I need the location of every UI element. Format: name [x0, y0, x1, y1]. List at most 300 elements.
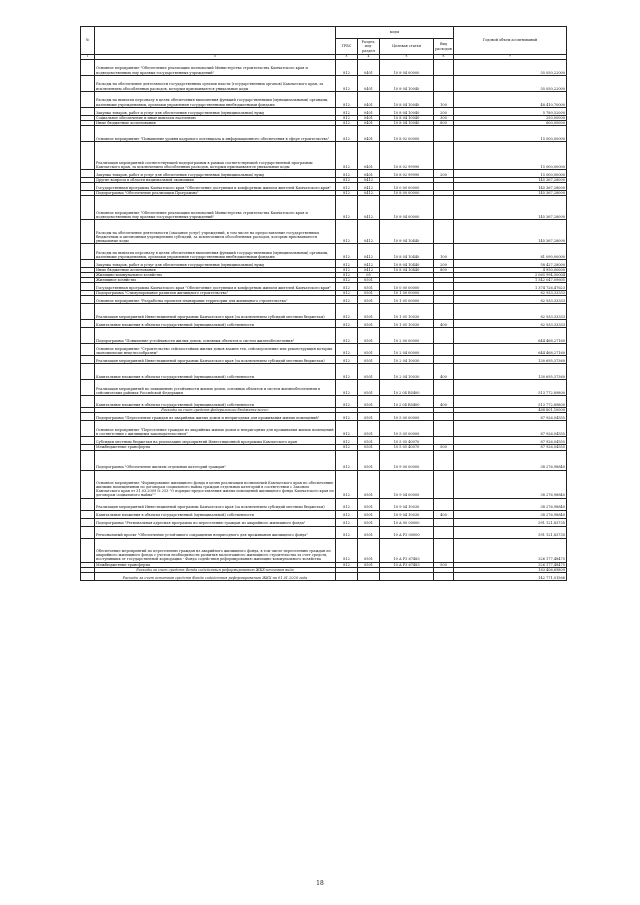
row-number-cell: [81, 518, 95, 526]
row-grbs-cell: 812: [336, 291, 358, 296]
row-razdel-cell: 0401: [358, 125, 380, 141]
row-csr-cell: 10 8 04 10040: [380, 107, 434, 115]
row-grbs-cell: 812: [336, 273, 358, 278]
row-grbs-cell: 812: [336, 356, 358, 364]
row-grbs-cell: 812: [336, 380, 358, 396]
row-razdel-cell: 0501: [358, 526, 380, 538]
row-vr-cell: [434, 59, 454, 75]
row-amount-cell: 55 050,22000: [454, 75, 567, 91]
row-name-cell: Капитальные вложения в объекты государственной (муниципальной) собственности: [95, 396, 336, 408]
row-name-cell: Закупка товаров, работ и услуг для обеспечения государственных (муниципальных) нужд: [95, 259, 336, 267]
table-row: [81, 450, 567, 470]
row-vr-cell: 400: [434, 510, 454, 518]
row-number-cell: [81, 91, 95, 107]
row-number-cell: [81, 396, 95, 408]
row-vr-cell: 200: [434, 107, 454, 115]
table-row: [81, 243, 567, 259]
row-grbs-cell: 812: [336, 115, 358, 120]
row-vr-cell: 400: [434, 320, 454, 328]
header-amount: Годовой объем ассигнований: [454, 27, 567, 55]
row-grbs-cell: 812: [336, 59, 358, 75]
row-name-cell: Расходы на обеспечение деятельности государственных органов власти (государственных органов) Камчатского края, за исключением обособленных расходов, которым присваиваются уникальные коды: [95, 75, 336, 91]
row-name-cell: Субсидии местным бюджетам на реализацию мероприятий Инвестиционной программы Камчатского края: [95, 437, 336, 445]
row-number-cell: [81, 380, 95, 396]
row-razdel-cell: 05: [358, 273, 380, 278]
row-number-cell: [81, 169, 95, 177]
row-number-cell: [81, 470, 95, 498]
table-row: [81, 413, 567, 421]
row-razdel-cell: 0501: [358, 518, 380, 526]
row-name-cell: Другие вопросы в области национальной экономики: [95, 177, 336, 182]
row-amount-cell: 81 090,00000: [454, 243, 567, 259]
row-number-cell: [81, 450, 95, 470]
row-grbs-cell: 812: [336, 445, 358, 450]
row-razdel-cell: 0501: [358, 445, 380, 450]
row-grbs-cell: 812: [336, 107, 358, 115]
table-row: [81, 169, 567, 177]
row-amount-cell: 82 933,33333: [454, 291, 567, 296]
row-vr-cell: 400: [434, 396, 454, 408]
row-vr-cell: [434, 450, 454, 470]
row-grbs-cell: 812: [336, 437, 358, 445]
row-razdel-cell: 0501: [358, 296, 380, 304]
row-vr-cell: 100: [434, 91, 454, 107]
row-razdel-cell: 0412: [358, 259, 380, 267]
row-name-cell: Капитальные вложения в объекты государственной (муниципальной) собственности: [95, 510, 336, 518]
col-num: 4: [358, 55, 380, 60]
table-row: [81, 470, 567, 498]
row-name-cell: Закупка товаров, работ и услуг для обеспечения государственных (муниципальных) нужд: [95, 169, 336, 177]
row-name-cell: Региональный проект "Обеспечение устойчивого сокращения непригодного для проживания жилищного фонда": [95, 526, 336, 538]
row-name-cell: Иные бюджетные ассигнования: [95, 267, 336, 272]
row-name-cell: Подпрограмма "Переселение граждан из аварийных жилых домов и непригодных для проживания жилых помещений": [95, 413, 336, 421]
col-num: 1: [81, 55, 95, 60]
table-row: [81, 526, 567, 538]
row-amount-cell: 82 933,33333: [454, 304, 567, 320]
row-number-cell: [81, 243, 95, 259]
row-grbs-cell: 812: [336, 195, 358, 219]
row-vr-cell: 400: [434, 364, 454, 380]
row-csr-cell: 10 8 04 00000: [380, 195, 434, 219]
row-amount-cell: 38 276,98840: [454, 498, 567, 510]
table-row: [81, 572, 567, 580]
row-grbs-cell: [336, 572, 358, 580]
row-razdel-cell: 0501: [358, 283, 380, 291]
row-number-cell: [81, 219, 95, 243]
row-razdel-cell: 0412: [358, 267, 380, 272]
row-vr-cell: [434, 195, 454, 219]
row-amount-cell: 591 121,83735: [454, 526, 567, 538]
row-csr-cell: 10 А F3 67483: [380, 538, 434, 562]
row-razdel-cell: 0501: [358, 291, 380, 296]
table-header-row-1: [81, 27, 567, 39]
row-razdel-cell: 0501: [358, 356, 380, 364]
row-amount-cell: 87 926,04555: [454, 421, 567, 437]
page-number: 18: [316, 880, 324, 887]
row-grbs-cell: 812: [336, 450, 358, 470]
table-row: [81, 107, 567, 115]
row-amount-cell: 488 801,10000: [454, 408, 567, 413]
row-amount-cell: 183 406,69809: [454, 567, 567, 572]
row-vr-cell: 500: [434, 445, 454, 450]
row-amount-cell: 5 789,52000: [454, 107, 567, 115]
table-row: [81, 396, 567, 408]
row-name-cell: Подпрограмма "Повышение устойчивости жилых домов, основных объектов и систем жизнеобеспечения": [95, 328, 336, 344]
row-razdel-cell: 0401: [358, 91, 380, 107]
row-razdel-cell: 0501: [358, 538, 380, 562]
row-csr-cell: 10 А 00 00000: [380, 518, 434, 526]
row-amount-cell: 145 367,28000: [454, 190, 567, 195]
row-name-cell: Основное мероприятие "Обеспечение реализации полномочий Министерства строительства Камчатского края и подведомственных ему краевых государственных учреждений": [95, 195, 336, 219]
row-vr-cell: [434, 526, 454, 538]
row-csr-cell: 10 8 04 10040: [380, 115, 434, 120]
row-amount-cell: 142 771,01566: [454, 572, 567, 580]
row-amount-cell: 513 772,89800: [454, 380, 567, 396]
row-amount-cell: 513 772,89800: [454, 396, 567, 408]
row-vr-cell: [434, 75, 454, 91]
row-vr-cell: [434, 328, 454, 344]
row-number-cell: [81, 296, 95, 304]
row-name-cell: Обеспечение мероприятий по переселению граждан из аварийного жилищного фонда, в том числе переселению граждан из аварийного жилищного фонда с учетом необходимости развития малоэтажного жилищного строительства за счет средств, поступивших от государственной корпорации - Фонда содействия реформированию жилищно-коммунального хозяйства: [95, 538, 336, 562]
row-number-cell: [81, 195, 95, 219]
row-csr-cell: 10 5 00 00000: [380, 413, 434, 421]
row-amount-cell: 38 276,98840: [454, 510, 567, 518]
row-name-cell: Расходы на выплаты персоналу в целях обеспечения выполнения функций государственными (муниципальными) органами, казенными учреждениями, органами управления государственными внебюджетными фондами: [95, 243, 336, 259]
row-name-cell: Межбюджетные трансферты: [95, 445, 336, 450]
row-razdel-cell: 0501: [358, 437, 380, 445]
header-csr: Целевая статья: [380, 39, 434, 55]
row-name-cell: Основное мероприятие "Формирование жилищного фонда в целях реализации полномочий Камчатского края по обеспечению жилыми помещениями по договорам социального найма граждан отдельных категорий в соответствии с Законом Камчатского края от 31.03.2009 № 253 "О порядке предоставления жилых помещений жилищного фонда Камчатского края по договорам социального найма"": [95, 470, 336, 498]
row-name-cell: Закупка товаров, работ и услуг для обеспечения государственных (муниципальных) нужд: [95, 107, 336, 115]
row-amount-cell: 326 177,48475: [454, 562, 567, 567]
row-vr-cell: [434, 356, 454, 364]
row-razdel-cell: 0501: [358, 421, 380, 437]
row-csr-cell: 10 8 04 10440: [380, 267, 434, 272]
row-grbs-cell: 812: [336, 470, 358, 498]
row-vr-cell: [434, 283, 454, 291]
row-name-cell: Подпрограмма "Региональная адресная программа по переселению граждан из аварийного жилищного фонда": [95, 518, 336, 526]
row-vr-cell: [434, 470, 454, 498]
row-amount-cell: 130 695,37360: [454, 364, 567, 380]
row-csr-cell: 10 0 00 00000: [380, 283, 434, 291]
row-razdel-cell: 0412: [358, 219, 380, 243]
row-number-cell: [81, 364, 95, 380]
table-row: [81, 518, 567, 526]
row-vr-cell: [434, 344, 454, 356]
row-amount-cell: 600,00000: [454, 120, 567, 125]
row-number-cell: [81, 572, 95, 580]
row-grbs-cell: 812: [336, 278, 358, 283]
row-grbs-cell: 812: [336, 267, 358, 272]
table-row: [81, 510, 567, 518]
row-csr-cell: 10 9 00 00000: [380, 450, 434, 470]
row-vr-cell: [434, 296, 454, 304]
row-amount-cell: 82 933,33333: [454, 320, 567, 328]
row-grbs-cell: 812: [336, 562, 358, 567]
table-row: [81, 344, 567, 356]
row-amount-cell: 591 121,83735: [454, 518, 567, 526]
header-number: №: [81, 27, 95, 55]
table-row: [81, 296, 567, 304]
row-name-cell: Реализация мероприятий Инвестиционной программы Камчатского края (за исключением субсидий местным бюджетам): [95, 356, 336, 364]
row-csr-cell: 10 8 04 10040: [380, 91, 434, 107]
row-name-cell: Основное мероприятие "Повышение уровня кадрового потенциала и информационного обеспечения в сфере строительства": [95, 125, 336, 141]
row-csr-cell: 10 2 04 R5400: [380, 396, 434, 408]
row-grbs-cell: 812: [336, 190, 358, 195]
row-number-cell: [81, 141, 95, 169]
col-num: 6: [434, 55, 454, 60]
row-grbs-cell: 812: [336, 396, 358, 408]
row-number-cell: [81, 538, 95, 562]
row-amount-cell: 87 926,04555: [454, 413, 567, 421]
row-vr-cell: [434, 572, 454, 580]
row-csr-cell: 10 9 04 00000: [380, 470, 434, 498]
row-amount-cell: 55 050,22000: [454, 59, 567, 75]
row-grbs-cell: 812: [336, 296, 358, 304]
row-razdel-cell: 0401: [358, 120, 380, 125]
row-csr-cell: 10 8 04 10440: [380, 219, 434, 243]
budget-allocation-table: [80, 26, 567, 581]
row-number-cell: [81, 526, 95, 538]
row-csr-cell: 10 2 04 R5400: [380, 380, 434, 396]
row-name-cell: Основное мероприятие "Переселение граждан из аварийных жилых домов и непригодных для проживания жилых помещений в соответствии с жилищным законодательством": [95, 421, 336, 437]
table-row: [81, 125, 567, 141]
row-grbs-cell: 812: [336, 421, 358, 437]
table-row: [81, 320, 567, 328]
row-name-cell: Основное мероприятие "Разработка проектов планировки территории для жилищного строительства": [95, 296, 336, 304]
row-grbs-cell: 812: [336, 413, 358, 421]
table-row: [81, 380, 567, 396]
row-vr-cell: [434, 538, 454, 562]
row-vr-cell: [434, 498, 454, 510]
row-amount-cell: 38 276,98840: [454, 450, 567, 470]
row-grbs-cell: 812: [336, 219, 358, 243]
row-csr-cell: 10 1 05 10030: [380, 304, 434, 320]
row-amount-cell: 4 950,00000: [454, 267, 567, 272]
row-amount-cell: 145 367,28000: [454, 219, 567, 243]
row-razdel-cell: 0501: [358, 396, 380, 408]
row-amount-cell: 82 933,33333: [454, 296, 567, 304]
row-amount-cell: 15 000,00000: [454, 125, 567, 141]
row-grbs-cell: 812: [336, 344, 358, 356]
row-grbs-cell: 812: [336, 259, 358, 267]
row-vr-cell: 800: [434, 267, 454, 272]
table-row: [81, 498, 567, 510]
row-number-cell: [81, 328, 95, 344]
row-razdel-cell: 0501: [358, 510, 380, 518]
row-number-cell: [81, 182, 95, 190]
row-vr-cell: [434, 125, 454, 141]
header-grbs: ГРБС: [336, 39, 358, 55]
budget-table-sheet: [80, 26, 566, 581]
row-name-cell: Жилищное хозяйство: [95, 278, 336, 283]
row-number-cell: [81, 59, 95, 75]
row-amount-cell: 644 468,27160: [454, 344, 567, 356]
table-row: [81, 219, 567, 243]
row-razdel-cell: 0412: [358, 195, 380, 219]
row-csr-cell: 10 8 04 10040: [380, 120, 434, 125]
row-csr-cell: 10 2 04 10030: [380, 364, 434, 380]
table-row: [81, 304, 567, 320]
row-grbs-cell: 812: [336, 120, 358, 125]
row-name-cell: Реализация мероприятий Инвестиционной программы Камчатского края (за исключением субсидий местным бюджетам): [95, 304, 336, 320]
row-number-cell: [81, 283, 95, 291]
row-vr-cell: [434, 437, 454, 445]
row-csr-cell: 10 8 00 00000: [380, 190, 434, 195]
col-num: 7: [454, 55, 567, 60]
row-csr-cell: 10 1 05 00000: [380, 296, 434, 304]
row-grbs-cell: 812: [336, 243, 358, 259]
row-name-cell: Жилищно-коммунальное хозяйство: [95, 273, 336, 278]
table-row: [81, 195, 567, 219]
row-vr-cell: [434, 518, 454, 526]
row-csr-cell: 10 5 05 40070: [380, 445, 434, 450]
header-razdel: Раздел, под-раздел: [358, 39, 380, 55]
row-grbs-cell: 812: [336, 364, 358, 380]
row-number-cell: [81, 320, 95, 328]
table-row: [81, 283, 567, 291]
row-amount-cell: 87 926,04555: [454, 445, 567, 450]
row-csr-cell: 10 8 02 00000: [380, 125, 434, 141]
row-razdel-cell: 0501: [358, 413, 380, 421]
row-vr-cell: [434, 141, 454, 169]
row-amount-cell: 2 065 994,50004: [454, 273, 567, 278]
row-csr-cell: 10 8 04 10440: [380, 243, 434, 259]
row-grbs-cell: 812: [336, 320, 358, 328]
row-name-cell: Межбюджетные трансферты: [95, 562, 336, 567]
row-razdel-cell: 0501: [358, 450, 380, 470]
row-number-cell: [81, 107, 95, 115]
row-name-cell: Реализация мероприятий по повышению устойчивости жилых домов, основных объектов и систем жизнеобеспечения в сейсмических районах Российской Федерации: [95, 380, 336, 396]
row-csr-cell: 10 А F3 67483: [380, 562, 434, 567]
row-razdel-cell: 0412: [358, 182, 380, 190]
row-amount-cell: 145 367,28000: [454, 182, 567, 190]
col-num: 2: [95, 55, 336, 60]
row-name-cell: Расходы на обеспечение деятельности (оказание услуг) учреждений, в том числе на предоставление государственным бюджетным и автономным учреждениям субсидий, за исключением обособленных расходов, которым присваиваются уникальные коды: [95, 219, 336, 243]
table-row: [81, 59, 567, 75]
row-vr-cell: 500: [434, 562, 454, 567]
row-name-cell: Расходы за счет средств федерального бюджета-всего:: [95, 408, 336, 413]
row-vr-cell: 100: [434, 243, 454, 259]
row-number-cell: [81, 421, 95, 437]
row-razdel-cell: 0501: [358, 562, 380, 567]
row-razdel-cell: 0401: [358, 75, 380, 91]
row-name-cell: Реализация мероприятий соответствующей подпрограммы в рамках соответствующей государственной программы Камчатского края, за исключением обособленных расходов, которым присваиваются уникальные коды: [95, 141, 336, 169]
row-csr-cell: 10 8 04 10440: [380, 259, 434, 267]
col-num: 5: [380, 55, 434, 60]
row-number-cell: [81, 356, 95, 364]
table-row: [81, 364, 567, 380]
row-razdel-cell: 0501: [358, 380, 380, 396]
row-number-cell: [81, 125, 95, 141]
row-name-cell: Капитальные вложения в объекты государственной (муниципальной) собственности: [95, 364, 336, 380]
row-amount-cell: 644 468,27160: [454, 328, 567, 344]
row-amount-cell: 58 427,28000: [454, 259, 567, 267]
row-grbs-cell: 812: [336, 526, 358, 538]
table-row: [81, 421, 567, 437]
row-razdel-cell: 0401: [358, 141, 380, 169]
row-csr-cell: 10 9 04 10030: [380, 498, 434, 510]
row-grbs-cell: 812: [336, 125, 358, 141]
row-csr-cell: 10 8 02 99990: [380, 141, 434, 169]
row-grbs-cell: 812: [336, 91, 358, 107]
row-grbs-cell: 812: [336, 538, 358, 562]
row-csr-cell: 10 5 05 40070: [380, 437, 434, 445]
row-razdel-cell: 0401: [358, 115, 380, 120]
row-csr-cell: 10 2 00 00000: [380, 328, 434, 344]
row-name-cell: Государственная программа Камчатского края "Обеспечение доступным и комфортным жильем жителей Камчатского края": [95, 182, 336, 190]
row-name-cell: Социальное обеспечение и иные выплаты населению: [95, 115, 336, 120]
row-csr-cell: [380, 572, 434, 580]
row-name-cell: Подпрограмма "Стимулирование развития жилищного строительства": [95, 291, 336, 296]
row-amount-cell: 145 367,28000: [454, 177, 567, 182]
row-vr-cell: 300: [434, 115, 454, 120]
row-razdel-cell: 0501: [358, 304, 380, 320]
row-csr-cell: 10 9 04 10030: [380, 510, 434, 518]
row-name-cell: Подпрограмма "Обеспечение жильем отдельных категорий граждан": [95, 450, 336, 470]
row-name-cell: Расходы за счет остатков средств Фонда содействия реформированию ЖКХ на 01.01.2020 года: [95, 572, 336, 580]
row-vr-cell: 200: [434, 169, 454, 177]
row-grbs-cell: 812: [336, 518, 358, 526]
row-number-cell: [81, 304, 95, 320]
row-csr-cell: 10 А F3 00000: [380, 526, 434, 538]
row-csr-cell: 10 8 04 00000: [380, 59, 434, 75]
row-vr-cell: [434, 219, 454, 243]
row-name-cell: Иные бюджетные ассигнования: [95, 120, 336, 125]
row-amount-cell: 15 000,00000: [454, 141, 567, 169]
row-csr-cell: 10 2 04 00000: [380, 344, 434, 356]
header-vr: Вид расходов: [434, 39, 454, 55]
row-number-cell: [81, 344, 95, 356]
row-razdel-cell: 0401: [358, 59, 380, 75]
row-amount-cell: 130 695,37360: [454, 356, 567, 364]
row-razdel-cell: 0501: [358, 278, 380, 283]
row-grbs-cell: 812: [336, 141, 358, 169]
row-amount-cell: 87 926,04555: [454, 437, 567, 445]
row-name-cell: Расходы на выплаты персоналу в целях обеспечения выполнения функций государственными (муниципальными) органами, казенными учреждениями, органами управления государственными внебюджетными фондами: [95, 91, 336, 107]
row-name-cell: Расходы за счет средств Фонда содействия реформированию ЖКХ-итоговая вида: [95, 567, 336, 572]
header-codes: коды: [336, 27, 454, 39]
row-amount-cell: 48 410,70000: [454, 91, 567, 107]
row-number-cell: [81, 259, 95, 267]
table-row: [81, 437, 567, 445]
row-grbs-cell: 812: [336, 75, 358, 91]
row-vr-cell: 800: [434, 120, 454, 125]
row-csr-cell: 10 5 05 00000: [380, 421, 434, 437]
row-grbs-cell: 812: [336, 182, 358, 190]
row-vr-cell: [434, 380, 454, 396]
row-csr-cell: 10 1 05 10030: [380, 320, 434, 328]
table-row: [81, 75, 567, 91]
row-vr-cell: [434, 413, 454, 421]
row-grbs-cell: 812: [336, 169, 358, 177]
row-razdel-cell: 0501: [358, 320, 380, 328]
row-razdel-cell: 0412: [358, 243, 380, 259]
row-grbs-cell: 812: [336, 177, 358, 182]
row-vr-cell: [434, 421, 454, 437]
table-row: [81, 259, 567, 267]
row-number-cell: [81, 437, 95, 445]
row-razdel-cell: 0501: [358, 364, 380, 380]
row-amount-cell: 326 177,48475: [454, 538, 567, 562]
table-row: [81, 328, 567, 344]
row-amount-cell: 1 542 047,09605: [454, 278, 567, 283]
row-grbs-cell: 812: [336, 498, 358, 510]
row-razdel-cell: 0412: [358, 190, 380, 195]
table-row: [81, 182, 567, 190]
row-csr-cell: 10 8 04 10040: [380, 75, 434, 91]
row-csr-cell: 10 1 00 00000: [380, 291, 434, 296]
